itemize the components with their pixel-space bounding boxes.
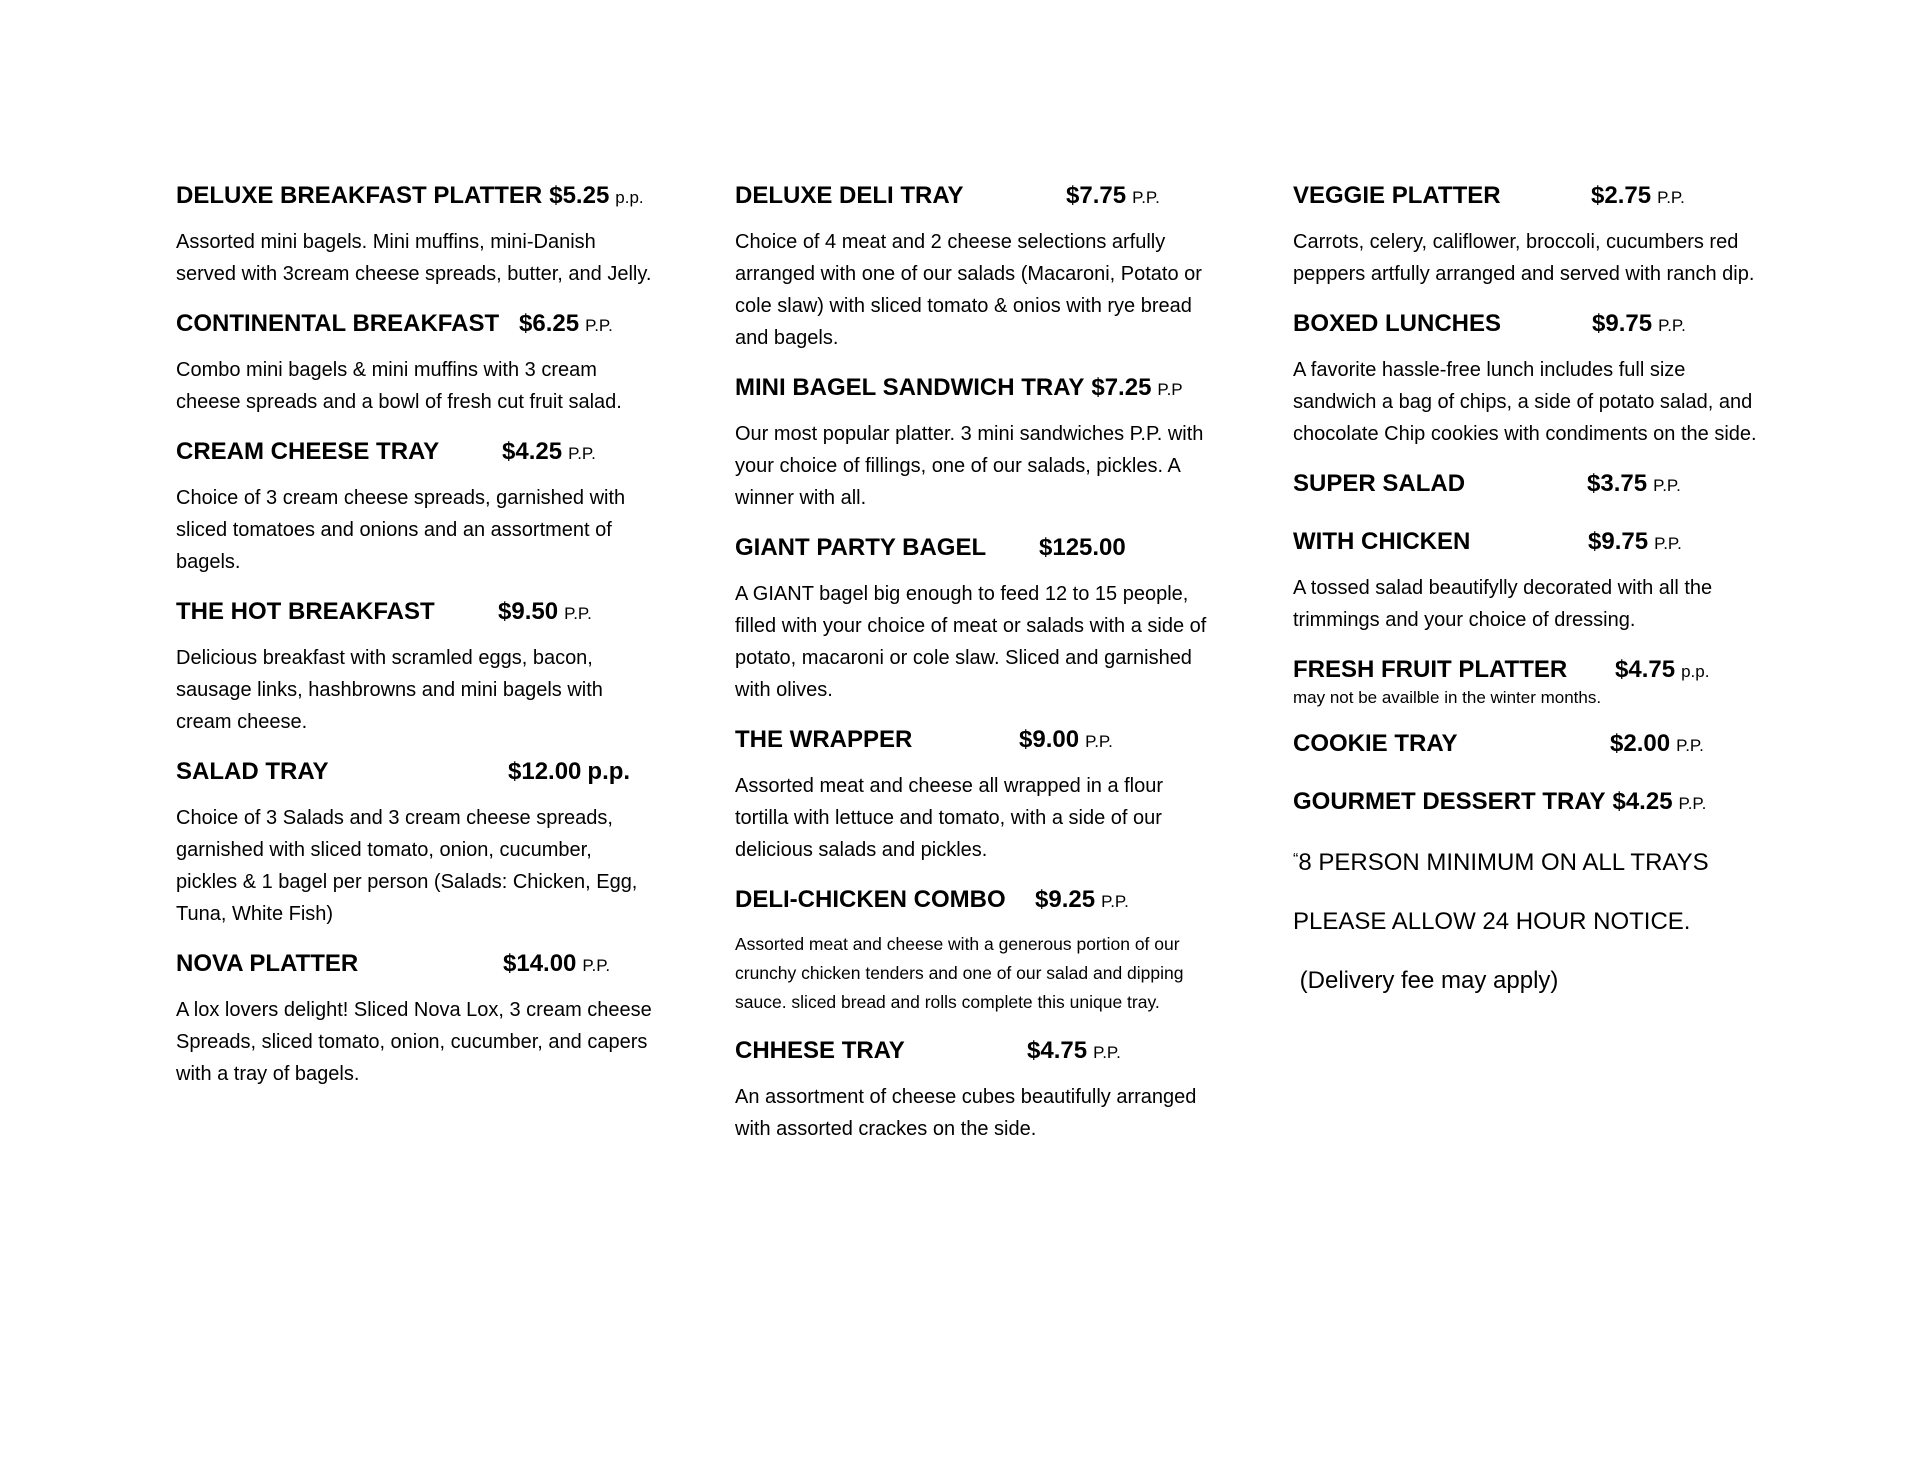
item-name: SALAD TRAY [176,758,329,785]
menu-item-giant-party-bagel [735,528,1235,706]
item-price: $4.75 [1615,656,1676,683]
item-price: $9.75 [1588,528,1649,555]
item-availability-note: may not be availble in the winter months. [1293,688,1602,707]
item-name: BOXED LUNCHES [1293,310,1502,337]
item-description: Delicious breakfast with scramled eggs, bacon, sausage links, hashbrowns and mini bagels with cream cheese. [176,647,603,733]
menu-item-cookie-tray [1293,724,1793,764]
item-unit: P.P. [585,316,613,335]
item-heading [1293,176,1793,216]
menu-item-cream-cheese-tray [176,432,676,578]
item-unit: P.P [1157,380,1183,399]
item-name: CREAM CHEESE TRAY [176,438,440,465]
menu-item-super-salad-with-chicken [1293,522,1793,636]
item-name: GOURMET DESSERT TRAY [1293,788,1606,815]
item-price: $4.25 [1612,788,1673,815]
item-price: $125.00 [1039,534,1126,561]
item-heading [1293,782,1793,822]
item-description: A favorite hassle-free lunch includes full size sandwich a bag of chips, a side of potato salad, and chocolate Chip cookies with condiments on the side. [1293,359,1757,445]
item-unit: P.P. [568,444,596,463]
item-heading [176,176,676,216]
item-heading [176,944,676,984]
item-heading [1293,650,1793,690]
item-description: An assortment of cheese cubes beautifully arranged with assorted crackes on the side. [735,1086,1197,1140]
item-name: WITH CHICKEN [1293,528,1471,555]
item-name: DELUXE DELI TRAY [735,182,964,209]
item-unit: P.P. [1654,534,1682,553]
item-heading [735,1031,1235,1071]
menu-item-nova-platter [176,944,676,1090]
menu-item-the-wrapper [735,720,1235,866]
item-heading [735,528,1235,568]
item-unit: P.P. [1093,1043,1121,1062]
item-unit: P.P. [582,956,611,975]
item-price: $4.25 [502,438,563,465]
item-name: MINI BAGEL SANDWICH TRAY [735,374,1085,401]
item-description: Choice of 4 meat and 2 cheese selections arfully arranged with one of our salads (Macaroni, Potato or cole slaw) with sliced tomato & onios with rye bread and bagels. [735,231,1202,349]
minimum-order-text: 8 PERSON MINIMUM ON ALL TRAYS [1298,849,1709,876]
item-heading [1293,304,1793,344]
menu-item-mini-bagel-sandwich-tray [735,368,1235,514]
item-price: $12.00 [508,758,582,785]
item-unit: P.P. [1676,736,1704,755]
item-price: $2.75 [1591,182,1652,209]
menu-item-boxed-lunches [1293,304,1793,450]
menu-item-deli-chicken-combo [735,880,1235,1017]
item-heading [176,592,676,632]
menu-item-fresh-fruit-platter [1293,650,1793,710]
item-price: $9.00 [1019,726,1080,753]
item-unit: P.P. [564,604,592,623]
item-description: Combo mini bagels & mini muffins with 3 cream cheese spreads and a bowl of fresh cut fruit salad. [176,359,622,413]
item-description: Our most popular platter. 3 mini sandwiches P.P. with your choice of fillings, one of our salads, pickles. A winner with all. [735,423,1204,509]
item-name: DELI-CHICKEN COMBO [735,886,1006,913]
item-heading [735,880,1235,920]
item-unit: p.p. [1681,662,1710,681]
item-price: $5.25 [549,182,610,209]
menu-item-salad-tray [176,752,676,930]
quote-mark: “ [1293,851,1299,868]
item-price: $9.75 [1592,310,1653,337]
item-unit: P.P. [1678,794,1707,813]
item-unit: p.p. [587,758,631,785]
item-description: Carrots, celery, califlower, broccoli, cucumbers red peppers artfully arranged and served with ranch dip. [1293,231,1755,285]
item-description: A lox lovers delight! Sliced Nova Lox, 3 cream cheese Spreads, sliced tomato, onion, cucumber, and capers with a tray of bagels. [176,999,652,1085]
menu-item-deluxe-deli-tray [735,176,1235,354]
item-price: $6.25 [519,310,580,337]
menu-item-hot-breakfast [176,592,676,738]
item-description: Choice of 3 cream cheese spreads, garnished with sliced tomatoes and onions and an assortment of bagels. [176,487,626,573]
item-description: A tossed salad beautifylly decorated with all the trimmings and your choice of dressing. [1293,577,1713,631]
menu-item-veggie-platter [1293,176,1793,290]
item-price: $9.50 [498,598,559,625]
menu-item-deluxe-breakfast-platter [176,176,676,290]
item-unit: p.p. [615,188,644,207]
item-unit: P.P. [1101,892,1129,911]
item-price: $14.00 [503,950,577,977]
item-heading [1293,724,1793,764]
item-description: Assorted mini bagels. Mini muffins, mini-Danish served with 3cream cheese spreads, butter, and Jelly. [176,231,652,285]
item-unit: P.P. [1132,188,1160,207]
item-name: COOKIE TRAY [1293,730,1458,757]
item-description: Choice of 3 Salads and 3 cream cheese spreads, garnished with sliced tomato, onion, cucumber, pickles & 1 bagel per person (Salads: Chicken, Egg, Tuna, White Fish) [176,807,638,925]
item-name: FRESH FRUIT PLATTER [1293,656,1568,683]
item-unit: P.P. [1658,316,1686,335]
item-heading [1293,464,1793,504]
menu-item-continental-breakfast [176,304,676,418]
item-unit: P.P. [1657,188,1685,207]
item-name: THE WRAPPER [735,726,913,753]
item-description: Assorted meat and cheese with a generous portion of our crunchy chicken tenders and one of our salad and dipping sauce. sliced bread and rolls complete this unique tray. [735,934,1184,1012]
item-name: CONTINENTAL BREAKFAST [176,310,500,337]
menu-column-left [176,176,676,1104]
item-name: CHHESE TRAY [735,1037,905,1064]
item-description: A GIANT bagel big enough to feed 12 to 15 people, filled with your choice of meat or salads with a side of potato, macaroni or cole slaw. Sliced and garnished with olives. [735,583,1207,701]
item-heading [735,720,1235,760]
menu-item-super-salad [1293,464,1793,504]
item-name: NOVA PLATTER [176,950,359,977]
item-price: $2.00 [1610,730,1671,757]
item-description: Assorted meat and cheese all wrapped in a flour tortilla with lettuce and tomato, with a side of our delicious salads and pickles. [735,775,1164,861]
item-price: $3.75 [1587,470,1648,497]
item-name: VEGGIE PLATTER [1293,182,1501,209]
item-name: SUPER SALAD [1293,470,1466,497]
item-heading [735,368,1235,408]
delivery-fee-notice: (Delivery fee may apply) [1293,967,1559,994]
item-price: $9.25 [1035,886,1096,913]
item-heading [735,176,1235,216]
item-name: DELUXE BREAKFAST PLATTER [176,182,543,209]
item-unit: P.P. [1085,732,1113,751]
menu-column-middle [735,176,1235,1159]
item-unit: P.P. [1653,476,1681,495]
item-heading [1293,522,1793,562]
item-price: $7.75 [1066,182,1127,209]
item-name: GIANT PARTY BAGEL [735,534,987,561]
item-heading [176,432,676,472]
minimum-order-notice [1293,840,1793,883]
item-heading [176,304,676,344]
advance-notice: PLEASE ALLOW 24 HOUR NOTICE. [1293,908,1691,935]
menu-item-gourmet-dessert-tray [1293,782,1793,822]
item-heading [176,752,676,792]
menu-item-cheese-tray [735,1031,1235,1145]
menu-column-right [1293,176,1793,1020]
item-name: THE HOT BREAKFAST [176,598,435,625]
item-price: $4.75 [1027,1037,1088,1064]
item-price: $7.25 [1091,374,1152,401]
